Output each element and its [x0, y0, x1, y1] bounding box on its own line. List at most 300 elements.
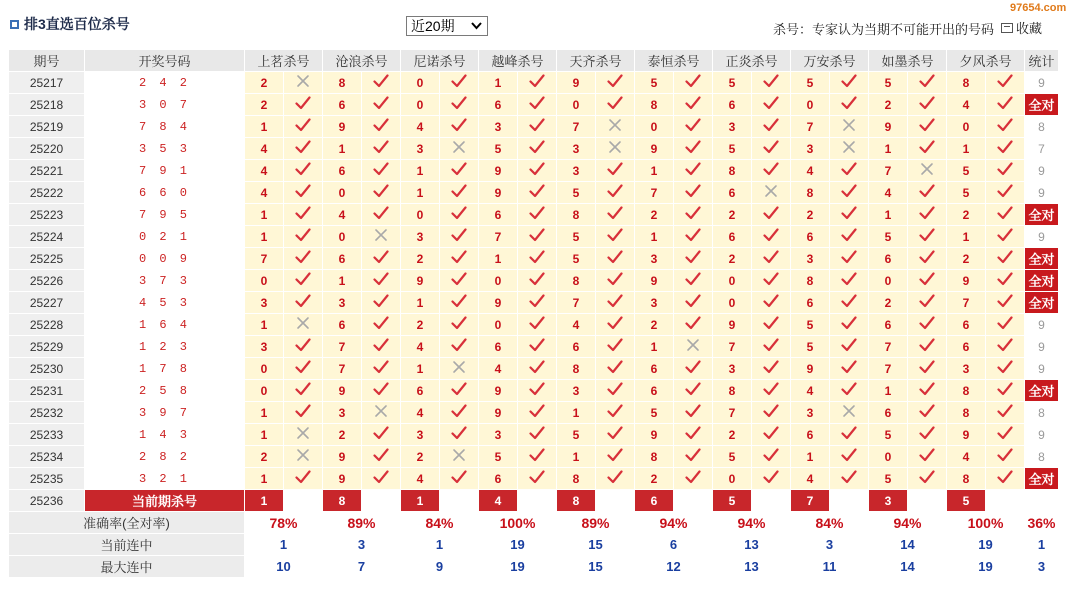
kill-number-cell: 5 [947, 182, 986, 204]
hit-check-icon [362, 358, 401, 380]
check-icon [607, 96, 623, 110]
table-row [9, 160, 1059, 182]
kill-number-cell: 0 [635, 116, 674, 138]
hit-check-icon [284, 270, 323, 292]
current-issue-row [9, 490, 1059, 512]
check-icon [997, 426, 1013, 440]
summary-value: 94% [869, 512, 947, 534]
check-icon [451, 162, 467, 176]
kill-number-cell: 8 [947, 402, 986, 424]
hit-check-icon [830, 72, 869, 94]
issue-cell: 25218 [9, 94, 85, 116]
summary-value: 11 [791, 556, 869, 578]
check-icon [295, 360, 311, 374]
hit-check-icon [440, 424, 479, 446]
kill-number-cell: 1 [323, 270, 362, 292]
kill-number-cell: 9 [713, 314, 752, 336]
hit-check-icon [362, 248, 401, 270]
hit-check-icon [440, 226, 479, 248]
hit-check-icon [284, 116, 323, 138]
summary-value: 1 [245, 534, 323, 556]
hit-check-icon [908, 204, 947, 226]
check-icon [763, 360, 779, 374]
hit-check-icon [596, 424, 635, 446]
stat-cell: 全对 [1025, 380, 1059, 402]
issue-cell: 25235 [9, 468, 85, 490]
kill-number-cell: 0 [401, 94, 440, 116]
check-icon [607, 448, 623, 462]
check-icon [763, 316, 779, 330]
hit-check-icon [596, 94, 635, 116]
kill-number-cell: 8 [713, 160, 752, 182]
miss-cross-icon [362, 402, 401, 424]
kill-number-cell: 0 [791, 94, 830, 116]
kill-number-cell: 1 [245, 204, 284, 226]
miss-cross-icon [284, 424, 323, 446]
issue-cell: 25233 [9, 424, 85, 446]
check-icon [451, 96, 467, 110]
hit-check-icon [518, 314, 557, 336]
table-row [9, 380, 1059, 402]
kill-number-cell: 4 [401, 336, 440, 358]
kill-number-cell: 9 [557, 72, 596, 94]
check-icon [451, 404, 467, 418]
hit-check-icon [986, 358, 1025, 380]
hit-check-icon [752, 72, 791, 94]
summary-value: 89% [557, 512, 635, 534]
hit-check-icon [284, 336, 323, 358]
header-expert: 夕风杀号 [947, 50, 1025, 72]
stat-cell: 8 [1025, 402, 1059, 424]
hit-check-icon [284, 358, 323, 380]
kill-number-cell: 9 [323, 116, 362, 138]
miss-cross-icon [830, 138, 869, 160]
kill-number-cell: 1 [557, 402, 596, 424]
miss-cross-icon [908, 160, 947, 182]
check-icon [451, 470, 467, 484]
check-icon [919, 250, 935, 264]
kill-number-cell: 3 [791, 248, 830, 270]
hit-check-icon [674, 468, 713, 490]
hit-check-icon [596, 292, 635, 314]
favorite-button[interactable] [1001, 18, 1042, 37]
kill-number-cell: 4 [479, 358, 518, 380]
kill-number-cell: 6 [791, 226, 830, 248]
check-icon [763, 272, 779, 286]
kill-number-cell: 0 [401, 72, 440, 94]
kill-number-cell: 6 [869, 248, 908, 270]
check-icon [451, 184, 467, 198]
hit-check-icon [362, 468, 401, 490]
draw-number-cell: 2 4 2 [85, 72, 245, 94]
check-icon [997, 140, 1013, 154]
hit-check-icon [596, 270, 635, 292]
kill-number-cell: 4 [869, 182, 908, 204]
kill-number-cell: 6 [713, 182, 752, 204]
period-select[interactable] [406, 16, 488, 36]
current-stat-cell [1025, 490, 1059, 512]
cross-icon [452, 140, 466, 154]
check-icon [997, 250, 1013, 264]
kill-number-cell: 0 [947, 116, 986, 138]
check-icon [997, 360, 1013, 374]
kill-number-cell: 9 [635, 424, 674, 446]
hit-check-icon [440, 94, 479, 116]
kill-number-cell: 0 [713, 292, 752, 314]
hit-check-icon [830, 446, 869, 468]
kill-number-cell: 9 [869, 116, 908, 138]
kill-number-cell: 3 [713, 116, 752, 138]
draw-number-cell: 3 7 3 [85, 270, 245, 292]
hit-check-icon [362, 116, 401, 138]
check-icon [997, 162, 1013, 176]
hit-check-icon [362, 292, 401, 314]
check-icon [841, 162, 857, 176]
hit-check-icon [596, 226, 635, 248]
table-row [9, 116, 1059, 138]
kill-number-cell: 2 [635, 468, 674, 490]
kill-number-cell: 3 [557, 138, 596, 160]
hit-check-icon [674, 424, 713, 446]
check-icon [841, 426, 857, 440]
check-icon [451, 382, 467, 396]
check-icon [997, 294, 1013, 308]
kill-number-cell: 6 [713, 94, 752, 116]
hit-check-icon [986, 138, 1025, 160]
issue-cell: 25221 [9, 160, 85, 182]
header-stat: 统计 [1025, 50, 1059, 72]
kill-number-cell: 8 [713, 380, 752, 402]
summary-value: 3 [323, 534, 401, 556]
draw-number-cell: 6 6 0 [85, 182, 245, 204]
hit-check-icon [986, 446, 1025, 468]
hit-check-icon [440, 182, 479, 204]
table-row [9, 358, 1059, 380]
check-icon [607, 184, 623, 198]
hit-check-icon [908, 94, 947, 116]
summary-value: 7 [323, 556, 401, 578]
kill-number-cell: 6 [557, 336, 596, 358]
kill-number-cell: 9 [323, 468, 362, 490]
kill-number-cell: 9 [323, 380, 362, 402]
check-icon [529, 96, 545, 110]
check-icon [685, 426, 701, 440]
kill-number-cell: 1 [401, 292, 440, 314]
kill-number-cell: 8 [791, 182, 830, 204]
check-icon [841, 294, 857, 308]
check-icon [451, 426, 467, 440]
cross-icon [842, 140, 856, 154]
hit-check-icon [518, 424, 557, 446]
stat-cell: 全对 [1025, 292, 1059, 314]
check-icon [685, 140, 701, 154]
check-icon [607, 162, 623, 176]
check-icon [373, 470, 389, 484]
summary-row [9, 556, 1059, 578]
hit-check-icon [518, 116, 557, 138]
hit-check-icon [830, 336, 869, 358]
hit-check-icon [284, 204, 323, 226]
summary-value: 6 [635, 534, 713, 556]
issue-cell: 25219 [9, 116, 85, 138]
hit-check-icon [908, 446, 947, 468]
check-icon [685, 74, 701, 88]
summary-stat: 3 [1025, 556, 1059, 578]
kill-number-cell: 6 [323, 94, 362, 116]
cross-icon [608, 118, 622, 132]
hit-check-icon [752, 358, 791, 380]
check-icon [997, 96, 1013, 110]
current-blank-cell [830, 490, 869, 512]
issue-cell: 25223 [9, 204, 85, 226]
kill-number-cell: 5 [713, 138, 752, 160]
summary-value: 89% [323, 512, 401, 534]
kill-number-cell: 6 [635, 358, 674, 380]
hit-check-icon [986, 226, 1025, 248]
check-icon [919, 118, 935, 132]
hit-check-icon [362, 182, 401, 204]
hit-check-icon [674, 204, 713, 226]
check-icon [997, 118, 1013, 132]
kill-number-cell: 9 [401, 270, 440, 292]
check-icon [529, 448, 545, 462]
check-icon [919, 404, 935, 418]
hit-check-icon [986, 182, 1025, 204]
kill-number-cell: 1 [947, 138, 986, 160]
summary-value: 9 [401, 556, 479, 578]
hit-check-icon [596, 358, 635, 380]
kill-number-cell: 5 [713, 446, 752, 468]
current-blank-cell [752, 490, 791, 512]
kill-number-cell: 6 [947, 314, 986, 336]
kill-number-cell: 4 [401, 468, 440, 490]
hit-check-icon [518, 468, 557, 490]
hit-check-icon [362, 336, 401, 358]
draw-number-cell: 1 7 8 [85, 358, 245, 380]
kill-number-cell: 3 [947, 358, 986, 380]
hit-check-icon [284, 292, 323, 314]
kill-number-cell: 5 [869, 226, 908, 248]
table-row [9, 402, 1059, 424]
header-expert: 越峰杀号 [479, 50, 557, 72]
miss-cross-icon [284, 72, 323, 94]
kill-number-cell: 3 [401, 424, 440, 446]
kill-number-cell: 5 [947, 160, 986, 182]
summary-value: 15 [557, 556, 635, 578]
hit-check-icon [752, 248, 791, 270]
kill-number-cell: 1 [245, 402, 284, 424]
check-icon [997, 470, 1013, 484]
hit-check-icon [830, 182, 869, 204]
draw-number-cell: 7 8 4 [85, 116, 245, 138]
check-icon [295, 382, 311, 396]
check-icon [451, 74, 467, 88]
check-icon [373, 140, 389, 154]
table-row [9, 72, 1059, 94]
check-icon [997, 404, 1013, 418]
issue-cell: 25227 [9, 292, 85, 314]
current-kill-label: 当前期杀号 [85, 490, 245, 512]
kill-number-cell: 1 [245, 116, 284, 138]
issue-cell: 25226 [9, 270, 85, 292]
kill-number-cell: 3 [635, 292, 674, 314]
kill-number-cell: 2 [635, 314, 674, 336]
hit-check-icon [986, 204, 1025, 226]
kill-number-cell: 1 [401, 182, 440, 204]
check-icon [373, 294, 389, 308]
hit-check-icon [830, 380, 869, 402]
hit-check-icon [986, 248, 1025, 270]
check-icon [529, 74, 545, 88]
kill-number-cell: 0 [323, 182, 362, 204]
kill-number-cell: 4 [947, 446, 986, 468]
summary-label: 准确率(全对率) [9, 512, 245, 534]
cross-icon [686, 338, 700, 352]
draw-number-cell: 7 9 1 [85, 160, 245, 182]
draw-number-cell: 0 2 1 [85, 226, 245, 248]
kill-number-cell: 6 [791, 424, 830, 446]
check-icon [841, 74, 857, 88]
miss-cross-icon [284, 314, 323, 336]
hit-check-icon [518, 402, 557, 424]
check-icon [997, 184, 1013, 198]
hit-check-icon [596, 248, 635, 270]
hit-check-icon [752, 94, 791, 116]
current-blank-cell [284, 490, 323, 512]
check-icon [841, 470, 857, 484]
header-expert: 尼诺杀号 [401, 50, 479, 72]
kill-number-cell: 8 [791, 270, 830, 292]
draw-number-cell: 1 6 4 [85, 314, 245, 336]
check-icon [919, 470, 935, 484]
kill-number-cell: 2 [401, 446, 440, 468]
issue-cell: 25229 [9, 336, 85, 358]
hit-check-icon [830, 424, 869, 446]
hit-check-icon [674, 116, 713, 138]
kill-number-cell: 1 [401, 160, 440, 182]
issue-cell: 25228 [9, 314, 85, 336]
check-icon [529, 250, 545, 264]
check-icon [841, 338, 857, 352]
hit-check-icon [518, 138, 557, 160]
summary-value: 84% [791, 512, 869, 534]
kill-number-cell: 6 [401, 380, 440, 402]
kill-number-cell: 6 [869, 314, 908, 336]
check-icon [295, 184, 311, 198]
checkbox-icon [10, 20, 19, 29]
hit-check-icon [908, 402, 947, 424]
check-icon [529, 360, 545, 374]
kill-number-cell: 4 [791, 380, 830, 402]
stat-cell: 全对 [1025, 468, 1059, 490]
kill-number-cell: 4 [947, 94, 986, 116]
check-icon [295, 140, 311, 154]
kill-number-cell: 9 [635, 270, 674, 292]
kill-number-cell: 4 [401, 402, 440, 424]
kill-number-cell: 3 [401, 138, 440, 160]
hit-check-icon [752, 336, 791, 358]
check-icon [763, 228, 779, 242]
hit-check-icon [908, 72, 947, 94]
hit-check-icon [440, 402, 479, 424]
kill-number-cell: 2 [323, 424, 362, 446]
cross-icon [842, 118, 856, 132]
draw-number-cell: 0 0 9 [85, 248, 245, 270]
kill-number-cell: 5 [869, 72, 908, 94]
header-expert: 正炎杀号 [713, 50, 791, 72]
kill-number-cell: 7 [323, 336, 362, 358]
check-icon [685, 206, 701, 220]
hit-check-icon [674, 94, 713, 116]
hit-check-icon [596, 336, 635, 358]
kill-number-cell: 1 [869, 380, 908, 402]
table-row [9, 314, 1059, 336]
kill-number-cell: 7 [323, 358, 362, 380]
check-icon [841, 228, 857, 242]
hit-check-icon [518, 248, 557, 270]
hit-check-icon [284, 226, 323, 248]
kill-number-cell: 4 [323, 204, 362, 226]
check-icon [529, 118, 545, 132]
check-icon [607, 360, 623, 374]
check-icon [295, 294, 311, 308]
kill-number-cell: 2 [713, 204, 752, 226]
hit-check-icon [830, 314, 869, 336]
kill-number-cell: 0 [557, 94, 596, 116]
hit-check-icon [440, 292, 479, 314]
hit-check-icon [986, 72, 1025, 94]
hit-check-icon [986, 314, 1025, 336]
hit-check-icon [830, 160, 869, 182]
check-icon [997, 316, 1013, 330]
kill-number-cell: 0 [245, 270, 284, 292]
kill-number-cell: 6 [713, 226, 752, 248]
check-icon [685, 294, 701, 308]
check-icon [295, 96, 311, 110]
cross-icon [842, 404, 856, 418]
hit-check-icon [362, 94, 401, 116]
kill-number-cell: 5 [479, 138, 518, 160]
hit-check-icon [908, 182, 947, 204]
hit-check-icon [986, 292, 1025, 314]
table-row [9, 270, 1059, 292]
summary-value: 100% [479, 512, 557, 534]
hit-check-icon [284, 182, 323, 204]
kill-number-cell: 2 [713, 248, 752, 270]
hit-check-icon [830, 226, 869, 248]
check-icon [919, 382, 935, 396]
stat-cell: 9 [1025, 182, 1059, 204]
kill-number-cell: 9 [947, 424, 986, 446]
check-icon [763, 382, 779, 396]
check-icon [373, 448, 389, 462]
check-icon [997, 206, 1013, 220]
kill-number-cell: 4 [791, 468, 830, 490]
hit-check-icon [362, 160, 401, 182]
header-expert: 万安杀号 [791, 50, 869, 72]
kill-number-cell: 8 [635, 94, 674, 116]
check-icon [607, 470, 623, 484]
kill-number-cell: 0 [245, 380, 284, 402]
check-icon [529, 470, 545, 484]
kill-number-cell: 0 [401, 204, 440, 226]
kill-number-cell: 8 [947, 380, 986, 402]
hit-check-icon [518, 270, 557, 292]
stat-cell: 全对 [1025, 94, 1059, 116]
hit-check-icon [362, 424, 401, 446]
kill-number-cell: 1 [635, 226, 674, 248]
hit-check-icon [440, 380, 479, 402]
